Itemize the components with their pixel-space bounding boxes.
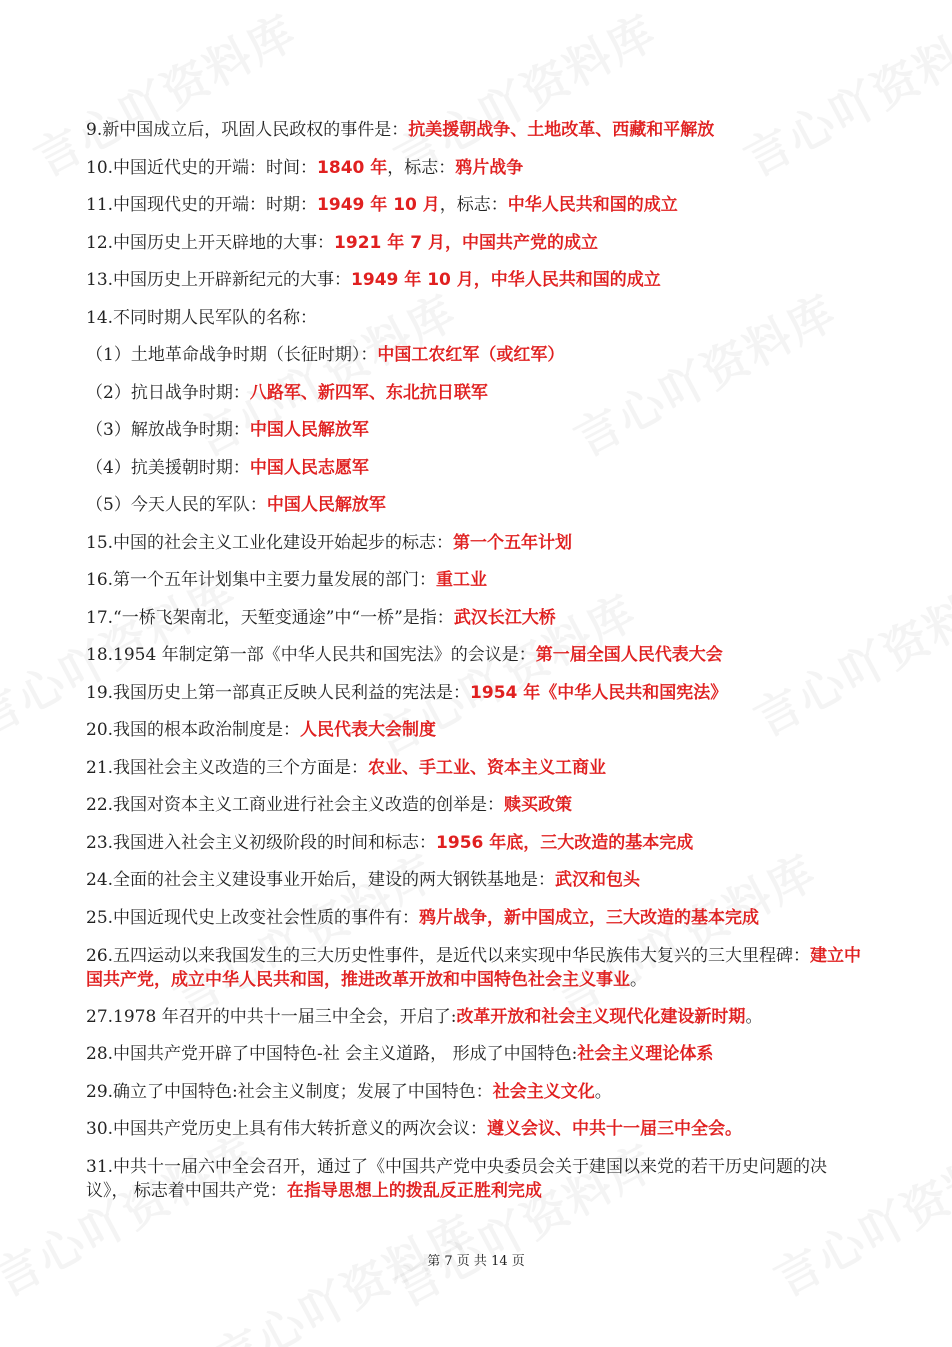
question-text: 。 xyxy=(745,1006,763,1027)
qa-line xyxy=(86,637,866,675)
question-text: 26.五四运动以来我国发生的三大历史性事件，是近代以来实现中华民族伟大复兴的三大里程碑： xyxy=(86,945,811,966)
qa-line xyxy=(86,600,866,638)
qa-line xyxy=(86,262,866,300)
answer-text: 鸦片战争，新中国成立，三大改造的基本完成 xyxy=(419,907,760,928)
answer-text: 遵义会议、中共十一届三中全会。 xyxy=(487,1119,743,1139)
question-text: 30.中国共产党历史上具有伟大转折意义的两次会议： xyxy=(86,1119,488,1139)
question-text: ，标志： xyxy=(439,195,508,215)
question-text: 18.1954 年制定第一部《中华人民共和国宪法》的会议是： xyxy=(86,645,536,665)
answer-text: 中华人民共和国的成立 xyxy=(507,195,678,215)
qa-line xyxy=(86,187,866,225)
answer-text: 武汉长江大桥 xyxy=(453,607,556,628)
answer-text: 八路军、新四军、东北抗日联军 xyxy=(249,382,488,403)
answer-text: 重工业 xyxy=(436,570,488,590)
qa-line xyxy=(86,1111,866,1149)
qa-line xyxy=(86,999,866,1037)
question-text: 11.中国现代史的开端：时期： xyxy=(86,195,318,215)
footer-prefix: 第 xyxy=(427,1254,445,1269)
qa-line xyxy=(86,112,866,150)
question-text: ，标志： xyxy=(387,157,456,178)
question-text: 23.我国进入社会主义初级阶段的时间和标志： xyxy=(86,832,437,853)
question-text: 14.不同时期人民军队的名称： xyxy=(86,307,318,328)
answer-text: 社会主义理论体系 xyxy=(577,1044,714,1064)
question-text: 21.我国社会主义改造的三个方面是： xyxy=(86,757,369,778)
question-text: 19.我国历史上第一部真正反映人民利益的宪法是： xyxy=(86,682,471,703)
question-text: 15.中国的社会主义工业化建设开始起步的标志： xyxy=(86,532,454,553)
question-text: 27.1978 年召开的中共十一届三中全会，开启了: xyxy=(86,1006,457,1027)
qa-line xyxy=(86,412,866,450)
qa-line xyxy=(86,1074,866,1112)
answer-text: 1956 年底，三大改造的基本完成 xyxy=(436,832,694,853)
answer-text: 抗美援朝战争、土地改革、西藏和平解放 xyxy=(408,120,715,140)
qa-line xyxy=(86,944,866,992)
question-text: 13.中国历史上开辟新纪元的大事： xyxy=(86,270,352,290)
answer-text: 1949 年 10 月，中华人民共和国的成立 xyxy=(351,270,661,290)
answer-text: 中国人民解放军 xyxy=(249,420,369,440)
qa-line xyxy=(86,712,866,750)
question-text: 9.新中国成立后，巩固人民政权的事件是： xyxy=(86,120,409,140)
question-text: （2）抗日战争时期： xyxy=(86,382,250,403)
question-text: 。 xyxy=(630,969,647,990)
answer-text: 1840 年 xyxy=(317,157,388,178)
question-text: 29.确立了中国特色:社会主义制度；发展了中国特色： xyxy=(86,1081,493,1102)
question-text: （3）解放战争时期： xyxy=(86,420,250,440)
question-text: 25.中国近现代史上改变社会性质的事件有： xyxy=(86,907,420,928)
answer-text: 第一个五年计划 xyxy=(453,532,573,553)
qa-line xyxy=(86,487,866,525)
question-text: 22.我国对资本主义工商业进行社会主义改造的创举是： xyxy=(86,795,505,815)
qa-line xyxy=(86,675,866,713)
page-footer xyxy=(0,1250,952,1269)
qa-line xyxy=(86,1036,866,1074)
answer-text: 1954 年《中华人民共和国宪法》 xyxy=(470,682,728,703)
question-text: 12.中国历史上开天辟地的大事： xyxy=(86,232,335,253)
qa-line xyxy=(86,525,866,563)
answer-text: 中国工农红军（或红军） xyxy=(377,345,565,365)
answer-text: 鸦片战争 xyxy=(455,157,524,178)
qa-line xyxy=(86,900,866,938)
question-text: 20.我国的根本政治制度是： xyxy=(86,720,301,740)
answer-text: 1921 年 7 月，中国共产党的成立 xyxy=(334,232,598,253)
answer-text: 农业、手工业、资本主义工商业 xyxy=(368,757,607,778)
qa-line xyxy=(86,450,866,488)
watermark-text xyxy=(201,1196,486,1347)
qa-line xyxy=(86,375,866,413)
answer-text: 中国人民解放军 xyxy=(266,495,386,515)
answer-text: 1949 年 10 月 xyxy=(317,195,440,215)
answer-text: 改革开放和社会主义现代化建设新时期 xyxy=(456,1006,746,1027)
question-text: 10.中国近代史的开端：时间： xyxy=(86,157,318,178)
qa-line xyxy=(86,750,866,788)
qa-line xyxy=(86,337,866,375)
qa-line xyxy=(86,862,866,900)
question-text: 17.“一桥飞架南北，天堑变通途”中“一桥”是指： xyxy=(86,607,454,628)
qa-line xyxy=(86,825,866,863)
answer-text: 社会主义文化 xyxy=(492,1081,595,1102)
answer-text: 在指导思想上的拨乱反正胜利完成 xyxy=(286,1181,542,1201)
qa-line xyxy=(86,150,866,188)
answer-text: 武汉和包头 xyxy=(555,870,641,890)
question-text: 31.中共十一届六中全会召开，通过了《中国共产党中央委员会关于建国以来党的若干历史问题的决议》， 标志着中国共产党： xyxy=(86,1157,828,1201)
question-text: 24.全面的社会主义建设事业开始后，建设的两大钢铁基地是： xyxy=(86,870,556,890)
qa-line xyxy=(86,300,866,338)
qa-line xyxy=(86,1155,866,1203)
question-text: （5）今天人民的军队： xyxy=(86,495,267,515)
question-text: 28.中国共产党开辟了中国特色-社 会主义道路， 形成了中国特色: xyxy=(86,1044,578,1064)
answer-text: 建立中国共产党，成立中华人民共和国，推进改革开放和中国特色社会主义事业 xyxy=(86,945,862,990)
qa-line xyxy=(86,562,866,600)
qa-line xyxy=(86,225,866,263)
qa-list xyxy=(86,112,866,1210)
answer-text: 赎买政策 xyxy=(504,795,573,815)
answer-text: 人民代表大会制度 xyxy=(300,720,437,740)
footer-suffix: 页 xyxy=(507,1254,525,1269)
footer-middle: 页 共 xyxy=(452,1254,492,1269)
qa-line xyxy=(86,787,866,825)
footer-page-number: 7 xyxy=(444,1254,453,1269)
question-text: （4）抗美援朝时期： xyxy=(86,457,250,478)
footer-total-pages: 14 xyxy=(491,1254,508,1269)
answer-text: 中国人民志愿军 xyxy=(249,457,369,478)
answer-text: 第一届全国人民代表大会 xyxy=(535,645,723,665)
question-text: （1）土地革命战争时期（长征时期）： xyxy=(86,345,378,365)
question-text: 。 xyxy=(594,1081,612,1102)
question-text: 16.第一个五年计划集中主要力量发展的部门： xyxy=(86,570,437,590)
